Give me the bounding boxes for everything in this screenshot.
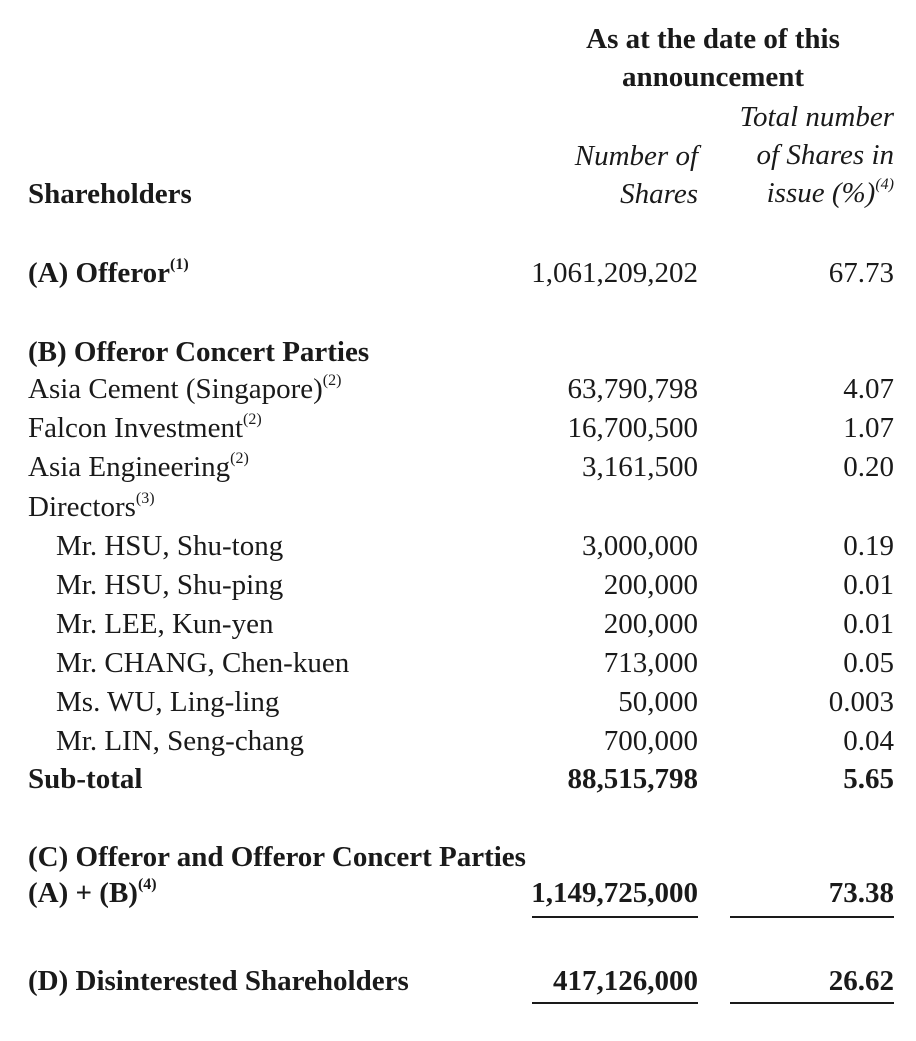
combined-footnote: (4)	[137, 876, 157, 894]
director-row-name	[56, 605, 273, 643]
directors-footnote: (3)	[135, 490, 155, 508]
director-row-name	[56, 644, 349, 682]
director-row-name	[56, 566, 283, 604]
director-row-shares: 50,000	[618, 686, 698, 718]
concert-party-row-name-text: Falcon Investment	[28, 412, 244, 444]
director-row-name-text: Mr. CHANG, Chen-kuen	[56, 647, 350, 679]
director-row-shares: 713,000	[603, 647, 698, 679]
shares-column-header: Number of Shares	[574, 140, 698, 210]
disinterested-shares-rule	[532, 1002, 698, 1004]
disinterested-shares: 417,126,000	[553, 965, 698, 997]
percent-column-header-text: Total number of Shares in issue (%)	[739, 101, 894, 209]
disinterested-pct-rule	[730, 1002, 894, 1004]
concert-party-row-name	[28, 409, 262, 447]
concert-party-row-footnote: (2)	[230, 450, 249, 468]
subtotal-shares: 88,515,798	[567, 763, 698, 795]
disinterested-label: (D) Disinterested Shareholders	[28, 965, 409, 997]
director-row-shares: 3,000,000	[582, 530, 698, 562]
offeror-shares: 1,061,209,202	[531, 257, 698, 289]
director-row-pct: 0.04	[843, 725, 894, 757]
offeror-footnote: (1)	[169, 256, 189, 274]
concert-party-row-footnote: (2)	[243, 411, 262, 429]
director-row-name-text: Mr. LEE, Kun-yen	[56, 608, 274, 640]
director-row-name-text: Mr. LIN, Seng-chang	[56, 725, 305, 757]
concert-party-row-shares: 63,790,798	[567, 373, 698, 405]
shareholders-column-header: Shareholders	[28, 178, 192, 210]
concert-party-row-shares: 16,700,500	[567, 412, 698, 444]
directors-label	[28, 488, 155, 526]
concert-parties-heading: (B) Offeror Concert Parties	[28, 336, 370, 368]
combined-pct: 73.38	[828, 877, 894, 909]
director-row-pct: 0.01	[843, 569, 894, 601]
concert-party-row-pct: 1.07	[843, 412, 894, 444]
offeror-pct: 67.73	[828, 257, 894, 289]
subtotal-pct: 5.65	[843, 763, 894, 795]
director-row-name	[56, 527, 283, 565]
combined-shares-rule	[532, 916, 698, 918]
concert-party-row-pct: 4.07	[843, 373, 894, 405]
combined-label-line1: (C) Offeror and Offeror Concert Parties	[28, 841, 526, 873]
percent-column-header	[710, 98, 894, 212]
director-row-shares: 700,000	[603, 725, 698, 757]
directors-label-text: Directors	[28, 491, 136, 523]
director-row-shares: 200,000	[603, 608, 698, 640]
offeror-label-text: (A) Offeror	[28, 257, 170, 289]
director-row-name-text: Ms. WU, Ling-ling	[56, 686, 280, 718]
concert-party-row-name-text: Asia Engineering	[28, 451, 231, 483]
concert-party-row-shares: 3,161,500	[582, 451, 698, 483]
director-row-name	[56, 722, 304, 760]
concert-party-row-name	[28, 370, 341, 408]
director-row-pct: 0.05	[843, 647, 894, 679]
period-header: As at the date of this announcement	[586, 23, 840, 93]
director-row-name-text: Mr. HSU, Shu-tong	[56, 530, 284, 562]
offeror-label	[28, 254, 189, 292]
director-row-name	[56, 683, 279, 721]
director-row-pct: 0.19	[843, 530, 894, 562]
concert-party-row-pct: 0.20	[843, 451, 894, 483]
subtotal-label: Sub-total	[28, 763, 143, 795]
director-row-pct: 0.01	[843, 608, 894, 640]
combined-pct-rule	[730, 916, 894, 918]
combined-label-line2-text: (A) + (B)	[28, 877, 138, 909]
combined-label-line2	[28, 874, 157, 912]
concert-party-row-name-text: Asia Cement (Singapore)	[28, 373, 323, 405]
director-row-shares: 200,000	[603, 569, 698, 601]
concert-party-row-footnote: (2)	[322, 372, 342, 390]
percent-column-footnote: (4)	[875, 176, 894, 194]
concert-party-row-name	[28, 448, 249, 486]
director-row-name-text: Mr. HSU, Shu-ping	[56, 569, 284, 601]
disinterested-pct: 26.62	[828, 965, 894, 997]
combined-shares: 1,149,725,000	[531, 877, 698, 909]
director-row-pct: 0.003	[828, 686, 894, 718]
